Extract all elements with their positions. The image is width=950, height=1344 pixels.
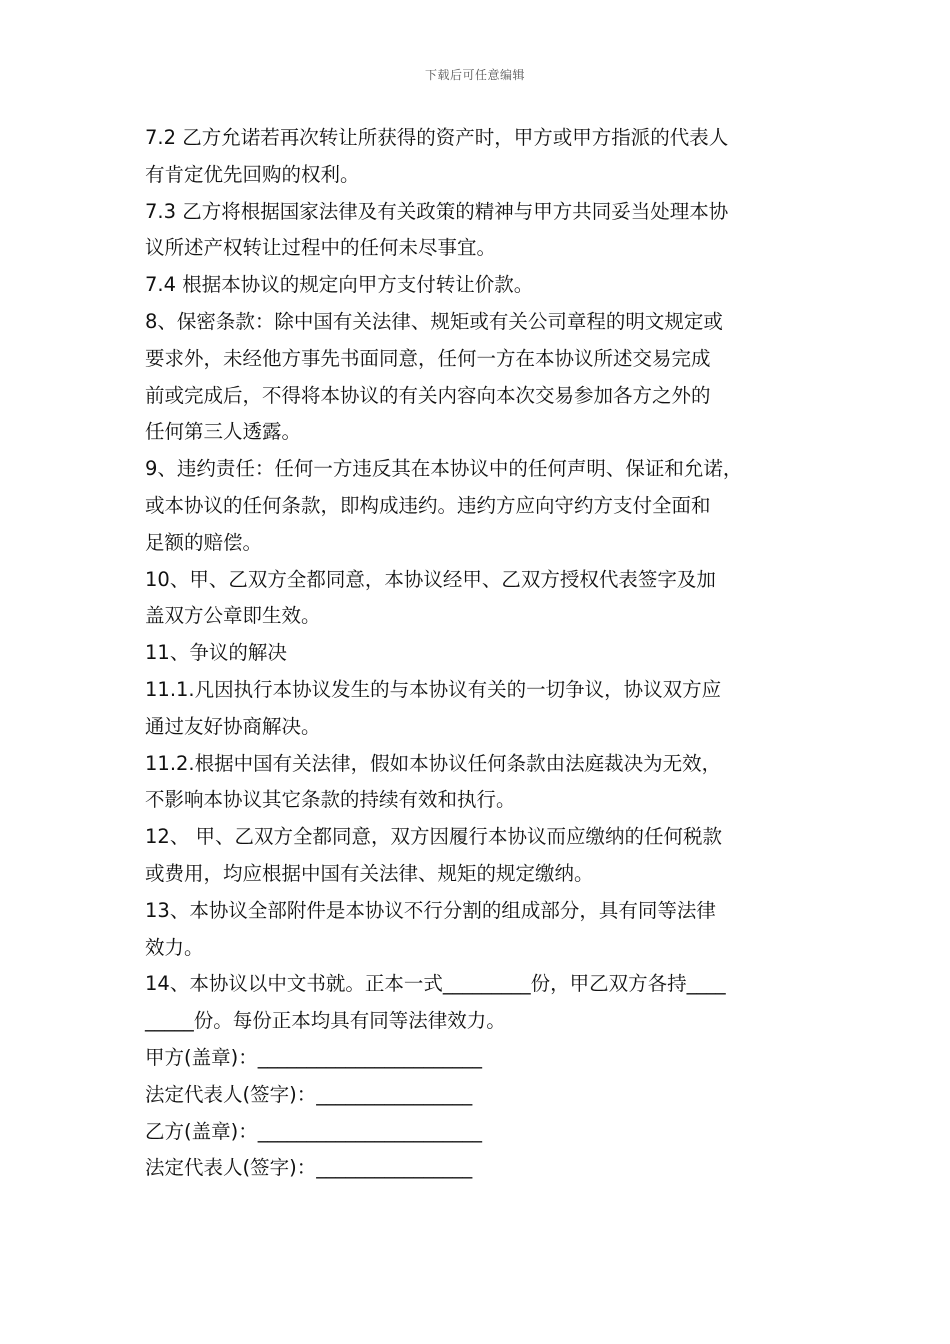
clause-8-line-1: 8、保密条款：除中国有关法律、规矩或有关公司章程的明文规定或 bbox=[145, 309, 723, 333]
clause-11-2-line-1: 11.2.根据中国有关法律，假如本协议任何条款由法庭裁决为无效， bbox=[145, 751, 722, 775]
clause-12-line-2: 或费用，均应根据中国有关法律、规矩的规定缴纳。 bbox=[145, 861, 594, 885]
clause-8-line-2: 要求外，未经他方事先书面同意，任何一方在本协议所述交易完成 bbox=[145, 346, 711, 370]
clause-9-line-3: 足额的赔偿。 bbox=[145, 530, 263, 554]
clause-11-2-line-2: 不影响本协议其它条款的持续有效和执行。 bbox=[145, 788, 516, 812]
clause-10-line-1: 10、甲、乙双方全都同意，本协议经甲、乙双方授权代表签字及加 bbox=[145, 567, 716, 591]
clause-12-line-1: 12、 甲、乙双方全都同意，双方因履行本协议而应缴纳的任何税款 bbox=[145, 825, 723, 849]
clause-7-3-line-2: 议所述产权转让过程中的任何未尽事宜。 bbox=[145, 236, 497, 260]
clause-14-line-2: _____份。每份正本均具有同等法律效力。 bbox=[145, 1009, 506, 1033]
clause-10-line-2: 盖双方公章即生效。 bbox=[145, 604, 321, 628]
clause-11-heading: 11、争议的解决 bbox=[145, 641, 287, 665]
clause-11-1-line-2: 通过友好协商解决。 bbox=[145, 714, 321, 738]
document-body bbox=[145, 120, 825, 1187]
clause-13-line-2: 效力。 bbox=[145, 935, 204, 959]
clause-13-line-1: 13、本协议全部附件是本协议不行分割的组成部分，具有同等法律 bbox=[145, 898, 716, 922]
clause-8-line-4: 任何第三人透露。 bbox=[145, 420, 302, 444]
clause-7-3-line-1: 7.3 乙方将根据国家法律及有关政策的精神与甲方共同妥当处理本协 bbox=[145, 199, 729, 223]
clause-11-1-line-1: 11.1.凡因执行本协议发生的与本协议有关的一切争议，协议双方应 bbox=[145, 677, 722, 701]
clause-9-line-2: 或本协议的任何条款，即构成违约。违约方应向守约方支付全面和 bbox=[145, 493, 711, 517]
clause-9-line-1: 9、违约责任：任何一方违反其在本协议中的任何声明、保证和允诺， bbox=[145, 457, 743, 481]
page-header: 下载后可任意编辑 bbox=[424, 68, 525, 82]
clause-8-line-3: 前或完成后，不得将本协议的有关内容向本次交易参加各方之外的 bbox=[145, 383, 711, 407]
party-a-seal-line: 甲方(盖章)：_______________________ bbox=[145, 1045, 482, 1069]
clause-7-2-line-2: 有肯定优先回购的权利。 bbox=[145, 162, 360, 186]
party-b-representative-line: 法定代表人(签字)：________________ bbox=[145, 1156, 473, 1180]
clause-7-4: 7.4 根据本协议的规定向甲方支付转让价款。 bbox=[145, 273, 534, 297]
party-a-representative-line: 法定代表人(签字)：________________ bbox=[145, 1082, 473, 1106]
clause-7-2-line-1: 7.2 乙方允诺若再次转让所获得的资产时，甲方或甲方指派的代表人 bbox=[145, 126, 729, 149]
party-b-seal-line: 乙方(盖章)：_______________________ bbox=[145, 1119, 482, 1143]
clause-14-line-1: 14、本协议以中文书就。正本一式_________份，甲乙双方各持____ bbox=[145, 972, 726, 996]
